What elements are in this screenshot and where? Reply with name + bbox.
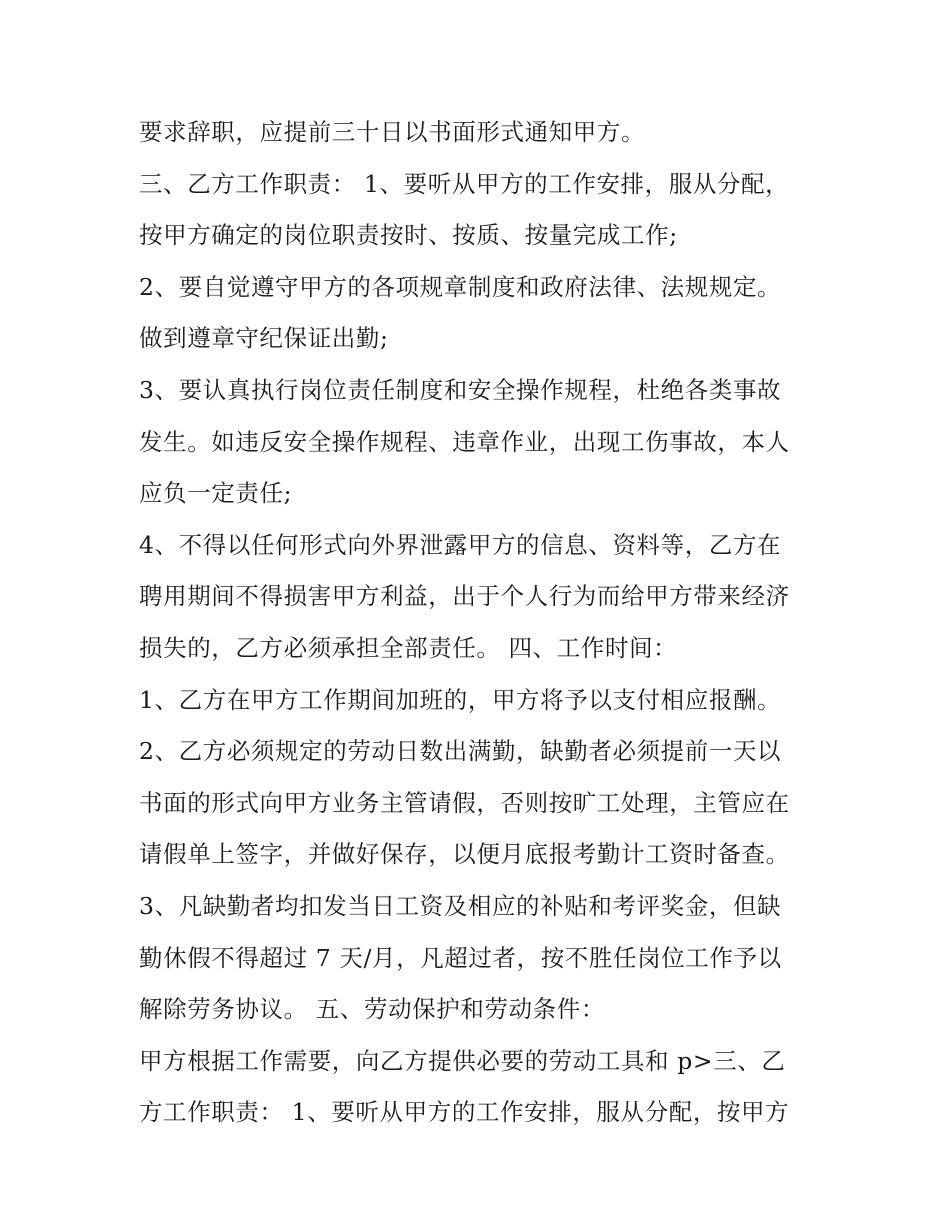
text-line: 按甲方确定的岗位职责按时、按质、按量完成工作; — [139, 221, 678, 250]
text-line: 3、要认真执行岗位责任制度和安全操作规程，杜绝各类事故 — [139, 375, 782, 404]
text-line: 方工作职责： 1、要听从甲方的工作安排，服从分配，按甲方 — [139, 1098, 790, 1127]
text-line: 2、乙方必须规定的劳动日数出满勤，缺勤者必须提前一天以 — [139, 737, 782, 766]
text-line: 损失的，乙方必须承担全部责任。 四、工作时间： — [139, 633, 678, 662]
text-line: 2、要自觉遵守甲方的各项规章制度和政府法律、法规规定。 — [139, 272, 782, 301]
text-line: 聘用期间不得损害甲方利益，出于个人行为而给甲方带来经济 — [139, 582, 790, 611]
text-line: 书面的形式向甲方业务主管请假，否则按旷工处理，主管应在 — [139, 788, 790, 817]
text-line: 3、凡缺勤者均扣发当日工资及相应的补贴和考评奖金，但缺 — [139, 891, 782, 920]
text-line: 应负一定责任; — [139, 479, 293, 508]
text-line: 4、不得以任何形式向外界泄露甲方的信息、资料等，乙方在 — [139, 530, 782, 559]
text-line: 三、乙方工作职责： 1、要听从甲方的工作安排，服从分配， — [139, 169, 790, 198]
text-line: 要求辞职，应提前三十日以书面形式通知甲方。 — [139, 118, 646, 146]
contract-text — [139, 107, 829, 1139]
text-line: 请假单上签字，并做好保存，以便月底报考勤计工资时备查。 — [139, 840, 790, 869]
text-line: 勤休假不得超过 7 天/月，凡超过者，按不胜任岗位工作予以 — [139, 943, 782, 972]
text-line: 发生。如违反安全操作规程、违章作业，出现工伤事故，本人 — [139, 427, 790, 456]
text-line: 甲方根据工作需要，向乙方提供必要的劳动工具和 p>三、乙 — [139, 1046, 786, 1075]
text-line: 解除劳务协议。 五、劳动保护和劳动条件： — [139, 995, 605, 1024]
text-line: 做到遵章守纪保证出勤; — [139, 324, 389, 353]
text-line: 1、乙方在甲方工作期间加班的，甲方将予以支付相应报酬。 — [139, 685, 782, 714]
